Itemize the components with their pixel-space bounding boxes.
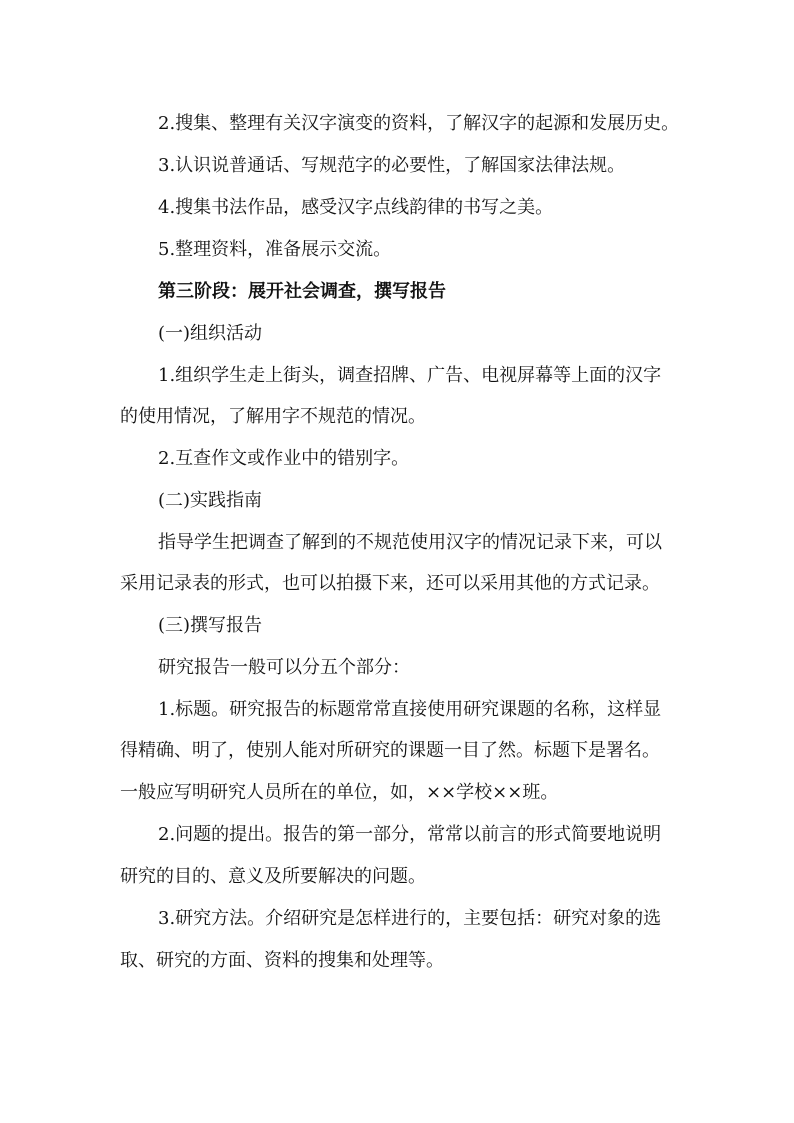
paragraph-line: 得精确、明了，使别人能对所研究的课题一目了然。标题下是署名。 xyxy=(120,740,660,761)
paragraph-line: 3.认识说普通话、写规范字的必要性，了解国家法律法规。 xyxy=(158,155,626,176)
paragraph-line: 采用记录表的形式，也可以拍摄下来，还可以采用其他的方式记录。 xyxy=(120,573,660,594)
paragraph-line: 2.搜集、整理有关汉字演变的资料，了解汉字的起源和发展历史。 xyxy=(158,113,680,134)
paragraph-line: 3.研究方法。介绍研究是怎样进行的，主要包括：研究对象的选 xyxy=(158,908,662,929)
paragraph-line: 指导学生把调查了解到的不规范使用汉字的情况记录下来，可以 xyxy=(158,532,662,553)
paragraph-line: 1.组织学生走上街头，调查招牌、广告、电视屏幕等上面的汉字 xyxy=(158,365,662,386)
paragraph-line: 的使用情况，了解用字不规范的情况。 xyxy=(120,406,426,427)
paragraph-line: 2.互查作文或作业中的错别字。 xyxy=(158,448,410,469)
paragraph-line: 1.标题。研究报告的标题常常直接使用研究课题的名称，这样显 xyxy=(158,699,662,720)
paragraph-line: 一般应写明研究人员所在的单位，如，××学校××班。 xyxy=(120,782,559,803)
paragraph-line: 2.问题的提出。报告的第一部分，常常以前言的形式简要地说明 xyxy=(158,824,662,845)
paragraph-line: 研究的目的、意义及所要解决的问题。 xyxy=(120,866,426,887)
subsection-heading: (一)组织活动 xyxy=(158,323,263,344)
subsection-heading: (二)实践指南 xyxy=(158,490,263,511)
paragraph-line: 取、研究的方面、资料的搜集和处理等。 xyxy=(120,950,444,971)
paragraph-line: 5.整理资料，准备展示交流。 xyxy=(158,239,392,260)
section-heading: 第三阶段：展开社会调查，撰写报告 xyxy=(158,281,446,302)
paragraph-line: 4.搜集书法作品，感受汉字点线韵律的书写之美。 xyxy=(158,197,554,218)
paragraph-line: 研究报告一般可以分五个部分： xyxy=(158,657,410,678)
subsection-heading: (三)撰写报告 xyxy=(158,615,263,636)
